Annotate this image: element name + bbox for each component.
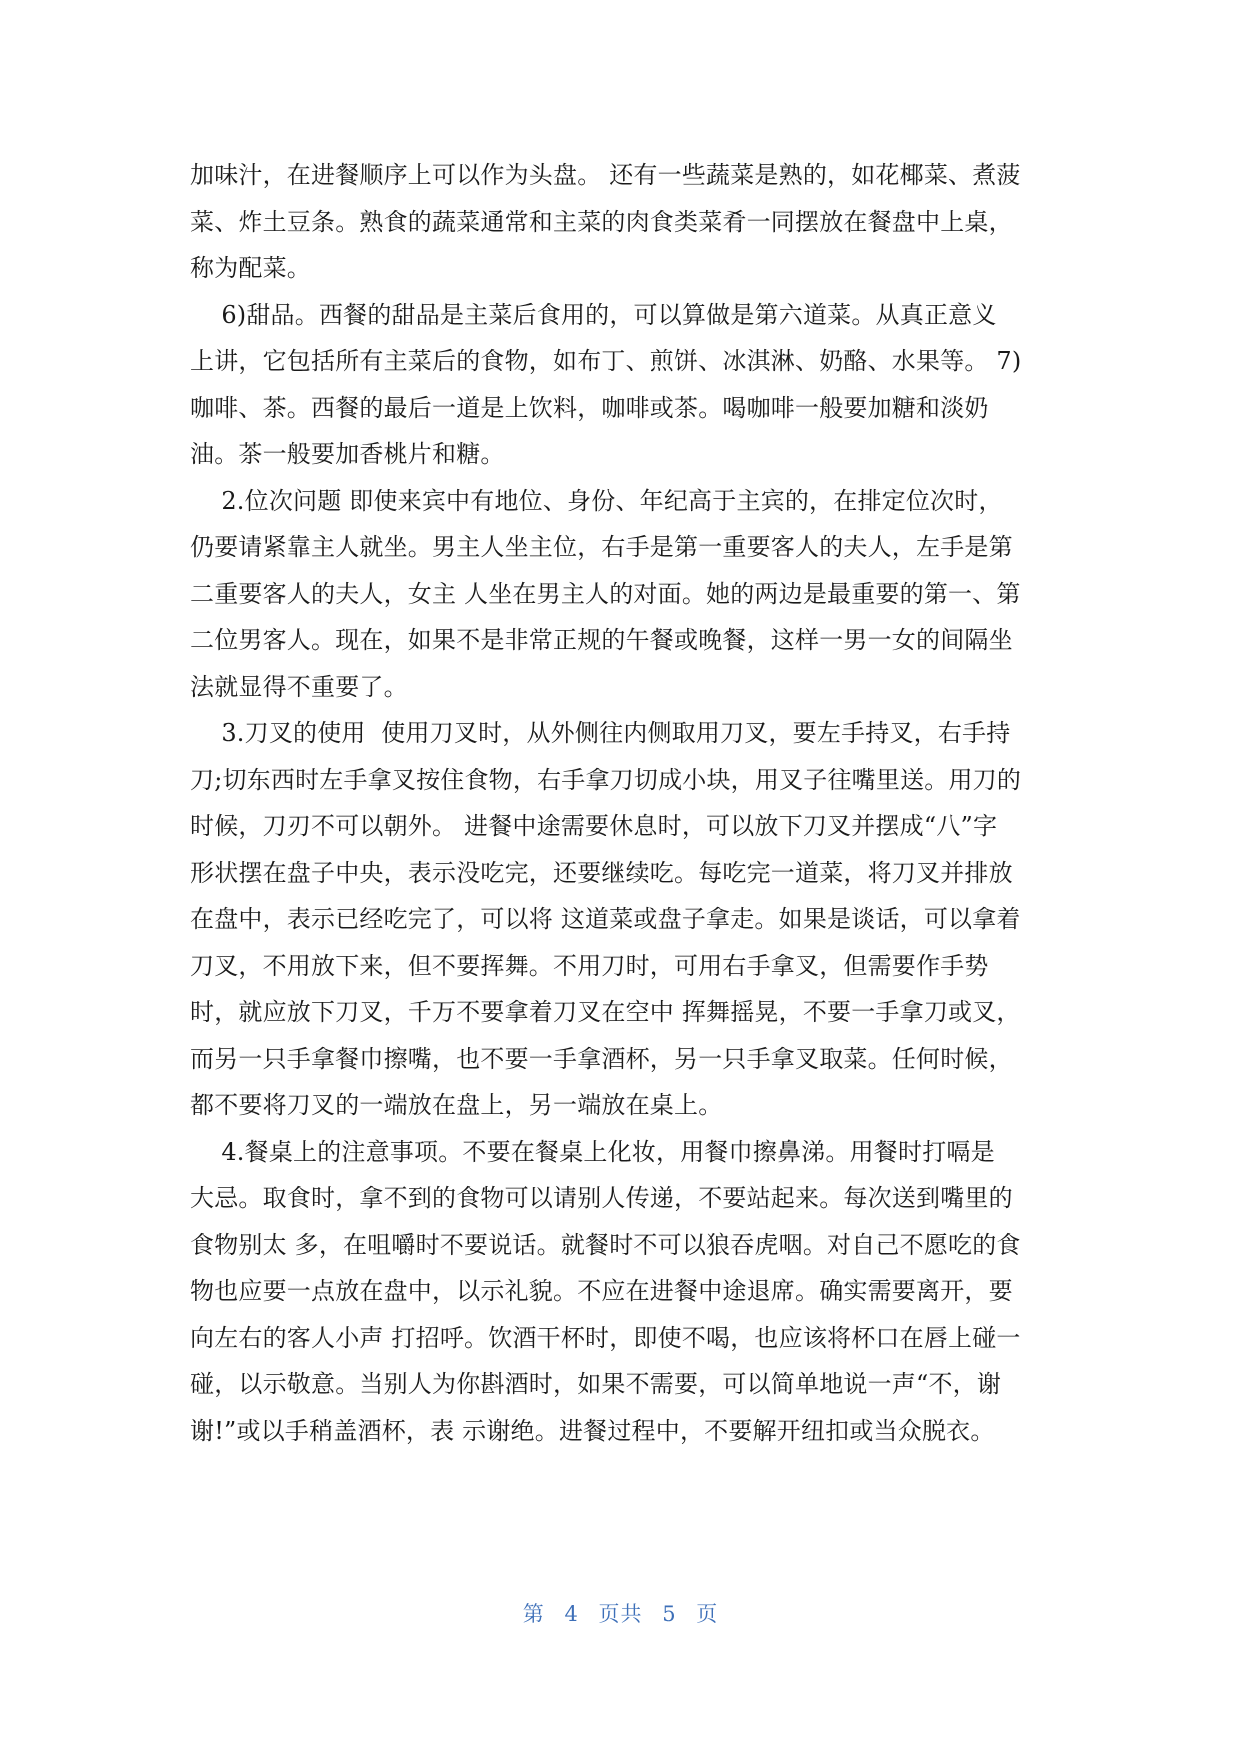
text-line: 时候，刀刃不可以朝外。 进餐中途需要休息时，可以放下刀叉并摆成“八”字: [190, 812, 998, 840]
text-line: 4.餐桌上的注意事项。不要在餐桌上化妆，用餐巾擦鼻涕。用餐时打嗝是: [190, 1137, 995, 1166]
text-line: 大忌。取食时，拿不到的食物可以请别人传递，不要站起来。每次送到嘴里的: [190, 1184, 1013, 1212]
text-line: 6)甜品。西餐的甜品是主菜后食用的，可以算做是第六道菜。从真正意义: [190, 300, 997, 329]
text-line: 2.位次问题 即使来宾中有地位、身份、年纪高于主宾的，在排定位次时，: [190, 486, 1003, 515]
total-pages-number: 5: [662, 1602, 677, 1626]
text-line: 称为配菜。: [190, 254, 311, 282]
text-line: 仍要请紧靠主人就坐。男主人坐主位，右手是第一重要客人的夫人，左手是第: [190, 533, 1013, 561]
text-line: 咖啡、茶。西餐的最后一道是上饮料，咖啡或茶。喝咖啡一般要加糖和淡奶: [190, 393, 989, 422]
text-line: 都不要将刀叉的一端放在盘上，另一端放在桌上。: [190, 1091, 723, 1119]
footer-suffix: 页: [696, 1602, 719, 1626]
text-line: 碰，以示敬意。当别人为你斟酒时，如果不需要，可以简单地说一声“不，谢: [190, 1370, 1002, 1398]
current-page-number: 4: [564, 1602, 579, 1626]
text-line: 时，就应放下刀叉，千万不要拿着刀叉在空中 挥舞摇晃，不要一手拿刀或叉，: [190, 998, 1021, 1026]
text-line: 油。茶一般要加香桃片和糖。: [190, 440, 505, 468]
page-footer: [0, 1598, 1241, 1628]
text-line: 法就显得不重要了。: [190, 672, 408, 701]
document-body: [190, 152, 1052, 1454]
text-line: 向左右的客人小声 打招呼。饮酒干杯时，即使不喝，也应该将杯口在唇上碰一: [190, 1323, 1021, 1352]
text-line: 上讲，它包括所有主菜后的食物，如布丁、煎饼、冰淇淋、奶酪、水果等。 7): [190, 347, 1022, 375]
text-line: 物也应要一点放在盘中，以示礼貌。不应在进餐中途退席。确实需要离开，要: [190, 1277, 1013, 1305]
footer-prefix: 第: [522, 1602, 545, 1626]
text-line: 3.刀叉的使用 使用刀叉时，从外侧往内侧取用刀叉，要左手持叉，右手持: [190, 719, 1011, 747]
text-line: 谢!”或以手稍盖酒杯，表 示谢绝。进餐过程中，不要解开纽扣或当众脱衣。: [190, 1416, 995, 1445]
footer-middle: 页共: [598, 1602, 643, 1626]
text-line: 刀;切东西时左手拿叉按住食物，右手拿刀切成小块，用叉子往嘴里送。用刀的: [190, 765, 1022, 794]
text-line: 在盘中，表示已经吃完了，可以将 这道菜或盘子拿走。如果是谈话，可以拿着: [190, 905, 1021, 933]
text-line: 刀叉，不用放下来，但不要挥舞。不用刀时，可用右手拿叉，但需要作手势: [190, 951, 989, 980]
text-line: 形状摆在盘子中央，表示没吃完，还要继续吃。每吃完一道菜，将刀叉并排放: [190, 858, 1013, 887]
text-line: 加味汁，在进餐顺序上可以作为头盘。 还有一些蔬菜是熟的，如花椰菜、煮菠: [190, 161, 1021, 189]
text-line: 而另一只手拿餐巾擦嘴，也不要一手拿酒杯，另一只手拿叉取菜。任何时候，: [190, 1044, 1013, 1073]
text-line: 食物别太 多，在咀嚼时不要说话。就餐时不可以狼吞虎咽。对自己不愿吃的食: [190, 1230, 1021, 1259]
text-line: 二重要客人的夫人，女主 人坐在男主人的对面。她的两边是最重要的第一、第: [190, 579, 1021, 608]
text-line: 菜、炸土豆条。熟食的蔬菜通常和主菜的肉食类菜肴一同摆放在餐盘中上桌，: [190, 207, 1013, 236]
text-line: 二位男客人。现在，如果不是非常正规的午餐或晚餐，这样一男一女的间隔坐: [190, 626, 1013, 654]
